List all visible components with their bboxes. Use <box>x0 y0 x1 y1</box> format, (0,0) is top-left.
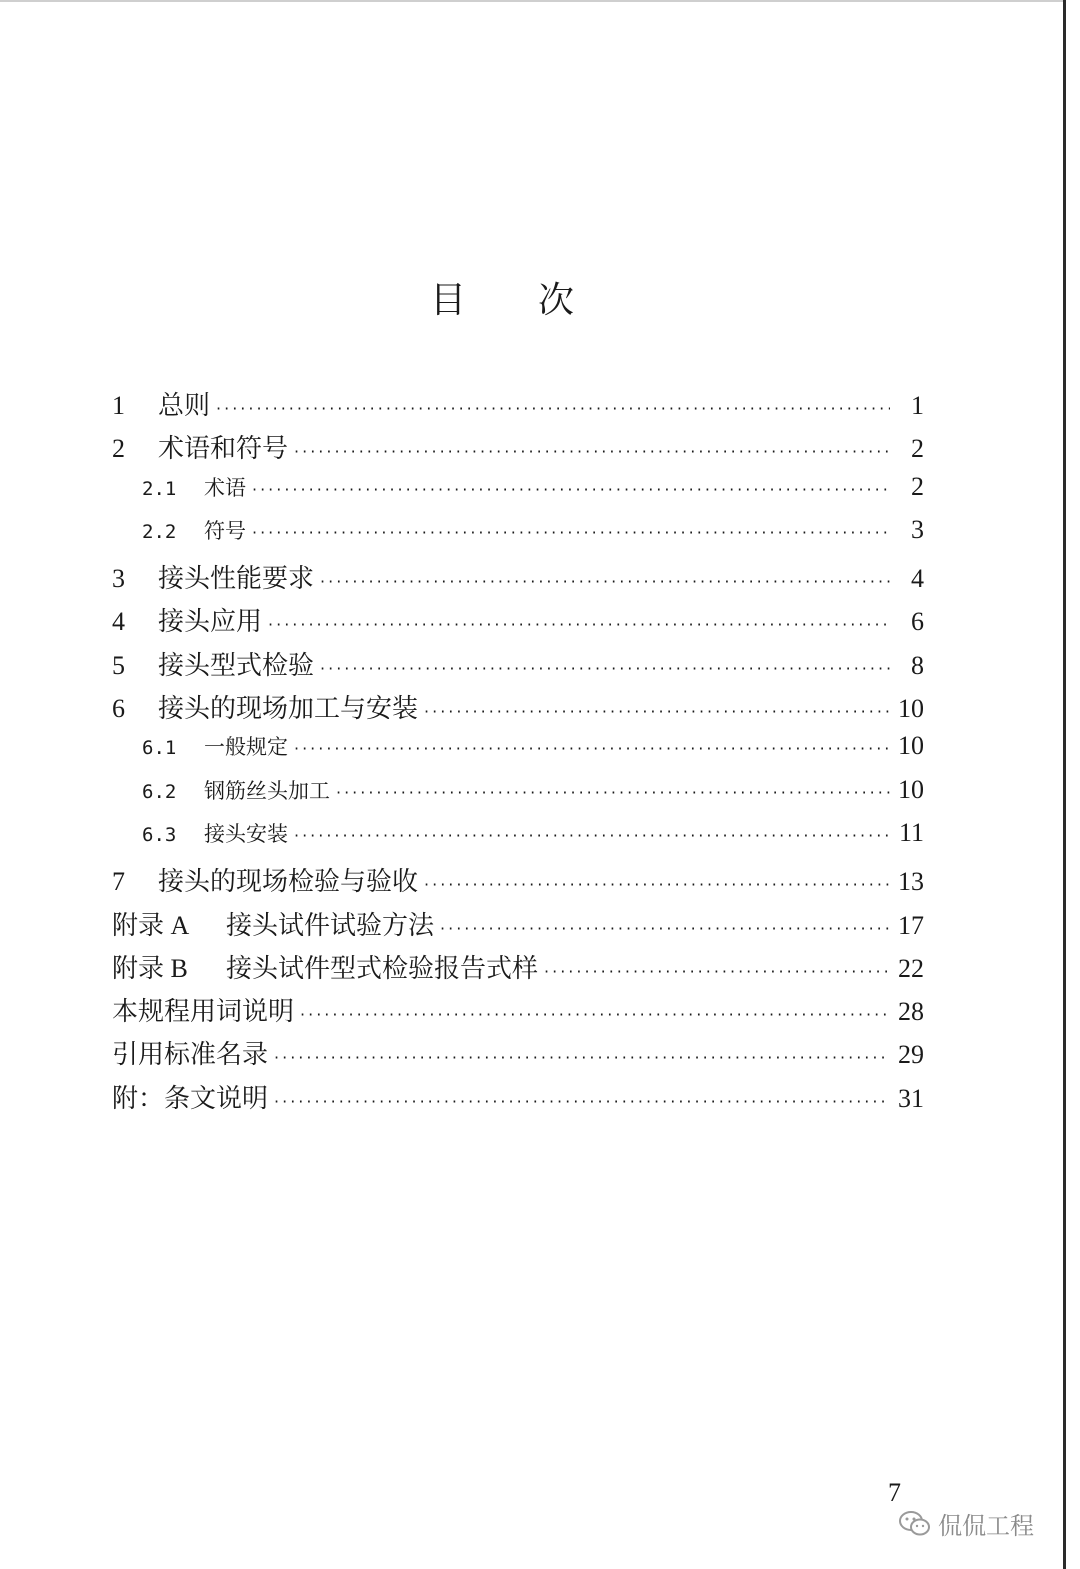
toc-entry-label: 附：条文说明 <box>112 1083 269 1114</box>
toc-entry[interactable] <box>112 428 924 471</box>
toc-entry-number: 4 <box>112 607 125 637</box>
toc-entry-page: 1 <box>911 391 924 420</box>
toc-entry-number: 7 <box>112 867 125 897</box>
toc-entry[interactable] <box>112 731 924 774</box>
toc-leader-dots <box>294 826 890 845</box>
toc-entry-label: 接头的现场检验与验收 <box>158 867 419 898</box>
toc-entry-page: 31 <box>898 1083 924 1113</box>
toc-entry[interactable] <box>112 861 924 904</box>
toc-leader-dots <box>320 572 890 591</box>
toc-entry-page: 10 <box>898 694 924 724</box>
toc-entry-page: 10 <box>898 731 924 761</box>
toc-entry[interactable] <box>112 991 924 1034</box>
toc-leader-dots <box>268 615 890 634</box>
watermark <box>898 1506 1034 1541</box>
toc-entry-number: 2 <box>112 434 125 464</box>
toc-entry-page: 28 <box>898 997 924 1027</box>
toc-leader-dots <box>424 702 890 721</box>
toc-leader-dots <box>252 480 890 499</box>
toc-entry-label: 接头安装 <box>204 821 288 846</box>
toc-entry-number: 6.1 <box>142 737 177 760</box>
toc-leader-dots <box>440 919 890 938</box>
toc-entry-label: 钢筋丝头加工 <box>204 778 330 803</box>
toc-leader-dots <box>252 523 890 542</box>
toc-leader-dots <box>294 739 890 758</box>
toc-entry-page: 8 <box>911 650 924 680</box>
toc-leader-dots <box>300 1005 890 1024</box>
toc-entry-label: 接头试件试验方法 <box>226 910 435 941</box>
toc-entry-label: 接头性能要求 <box>158 564 315 595</box>
toc-entry-page: 17 <box>898 910 924 940</box>
toc-leader-dots <box>320 659 890 678</box>
toc-entry[interactable] <box>112 515 924 558</box>
page-right-edge <box>1063 0 1066 1569</box>
page-top-edge <box>0 0 1066 2</box>
toc-entry[interactable] <box>112 1078 924 1121</box>
toc-entry[interactable] <box>112 905 924 948</box>
toc-entry-label: 符号 <box>204 518 246 543</box>
toc-entry-label: 接头的现场加工与安装 <box>158 694 419 725</box>
toc-entry-page: 22 <box>898 953 924 983</box>
toc-entry[interactable] <box>112 558 924 601</box>
toc-entry-number: 6 <box>112 694 125 724</box>
toc-entry-label: 一般规定 <box>204 735 288 760</box>
toc-entry[interactable] <box>112 948 924 991</box>
toc-entry[interactable] <box>112 688 924 731</box>
table-of-contents <box>112 385 924 1121</box>
toc-entry[interactable] <box>112 775 924 818</box>
toc-entry-label: 引用标准名录 <box>112 1040 269 1071</box>
page-number: 7 <box>888 1478 901 1507</box>
toc-entry-label: 术语 <box>204 475 246 500</box>
toc-entry-page: 11 <box>898 817 924 847</box>
toc-leader-dots <box>274 1048 890 1067</box>
toc-entry[interactable] <box>112 818 924 861</box>
toc-leader-dots <box>424 875 890 894</box>
toc-entry-label: 本规程用词说明 <box>112 997 295 1028</box>
toc-entry-page: 2 <box>911 434 924 464</box>
toc-entry[interactable] <box>112 601 924 644</box>
toc-entry-number: 2.2 <box>142 520 177 543</box>
toc-entry[interactable] <box>112 645 924 688</box>
toc-entry-number: 3 <box>112 564 125 594</box>
toc-entry[interactable] <box>112 472 924 515</box>
toc-entry-label: 接头试件型式检验报告式样 <box>226 953 539 984</box>
toc-leader-dots <box>294 442 890 461</box>
toc-entry-number: 5 <box>112 650 125 680</box>
toc-entry-label: 接头应用 <box>158 607 263 638</box>
toc-entry-page: 29 <box>898 1040 924 1070</box>
toc-entry-page: 13 <box>898 867 924 897</box>
toc-entry-page: 2 <box>911 471 924 501</box>
toc-entry-number: 附录 B <box>112 953 188 983</box>
toc-leader-dots <box>274 1092 890 1111</box>
toc-entry-label: 接头型式检验 <box>158 650 315 681</box>
toc-entry-number: 1 <box>112 391 125 420</box>
toc-entry[interactable] <box>112 385 924 428</box>
toc-entry-label: 术语和符号 <box>158 434 289 465</box>
toc-leader-dots <box>216 399 890 418</box>
toc-leader-dots <box>544 962 890 981</box>
toc-entry[interactable] <box>112 1034 924 1077</box>
wechat-icon <box>898 1509 932 1539</box>
toc-entry-page: 10 <box>898 774 924 804</box>
toc-entry-number: 2.1 <box>142 477 177 500</box>
toc-entry-page: 3 <box>911 514 924 544</box>
toc-entry-number: 6.2 <box>142 780 177 803</box>
watermark-text: 侃侃工程 <box>938 1512 1034 1540</box>
toc-entry-label: 总则 <box>158 391 211 421</box>
toc-entry-page: 4 <box>911 564 924 594</box>
toc-entry-number: 6.3 <box>142 823 177 846</box>
page-title: 目次 <box>429 280 646 321</box>
toc-entry-number: 附录 A <box>112 910 190 940</box>
toc-entry-page: 6 <box>911 607 924 637</box>
toc-leader-dots <box>336 783 890 802</box>
